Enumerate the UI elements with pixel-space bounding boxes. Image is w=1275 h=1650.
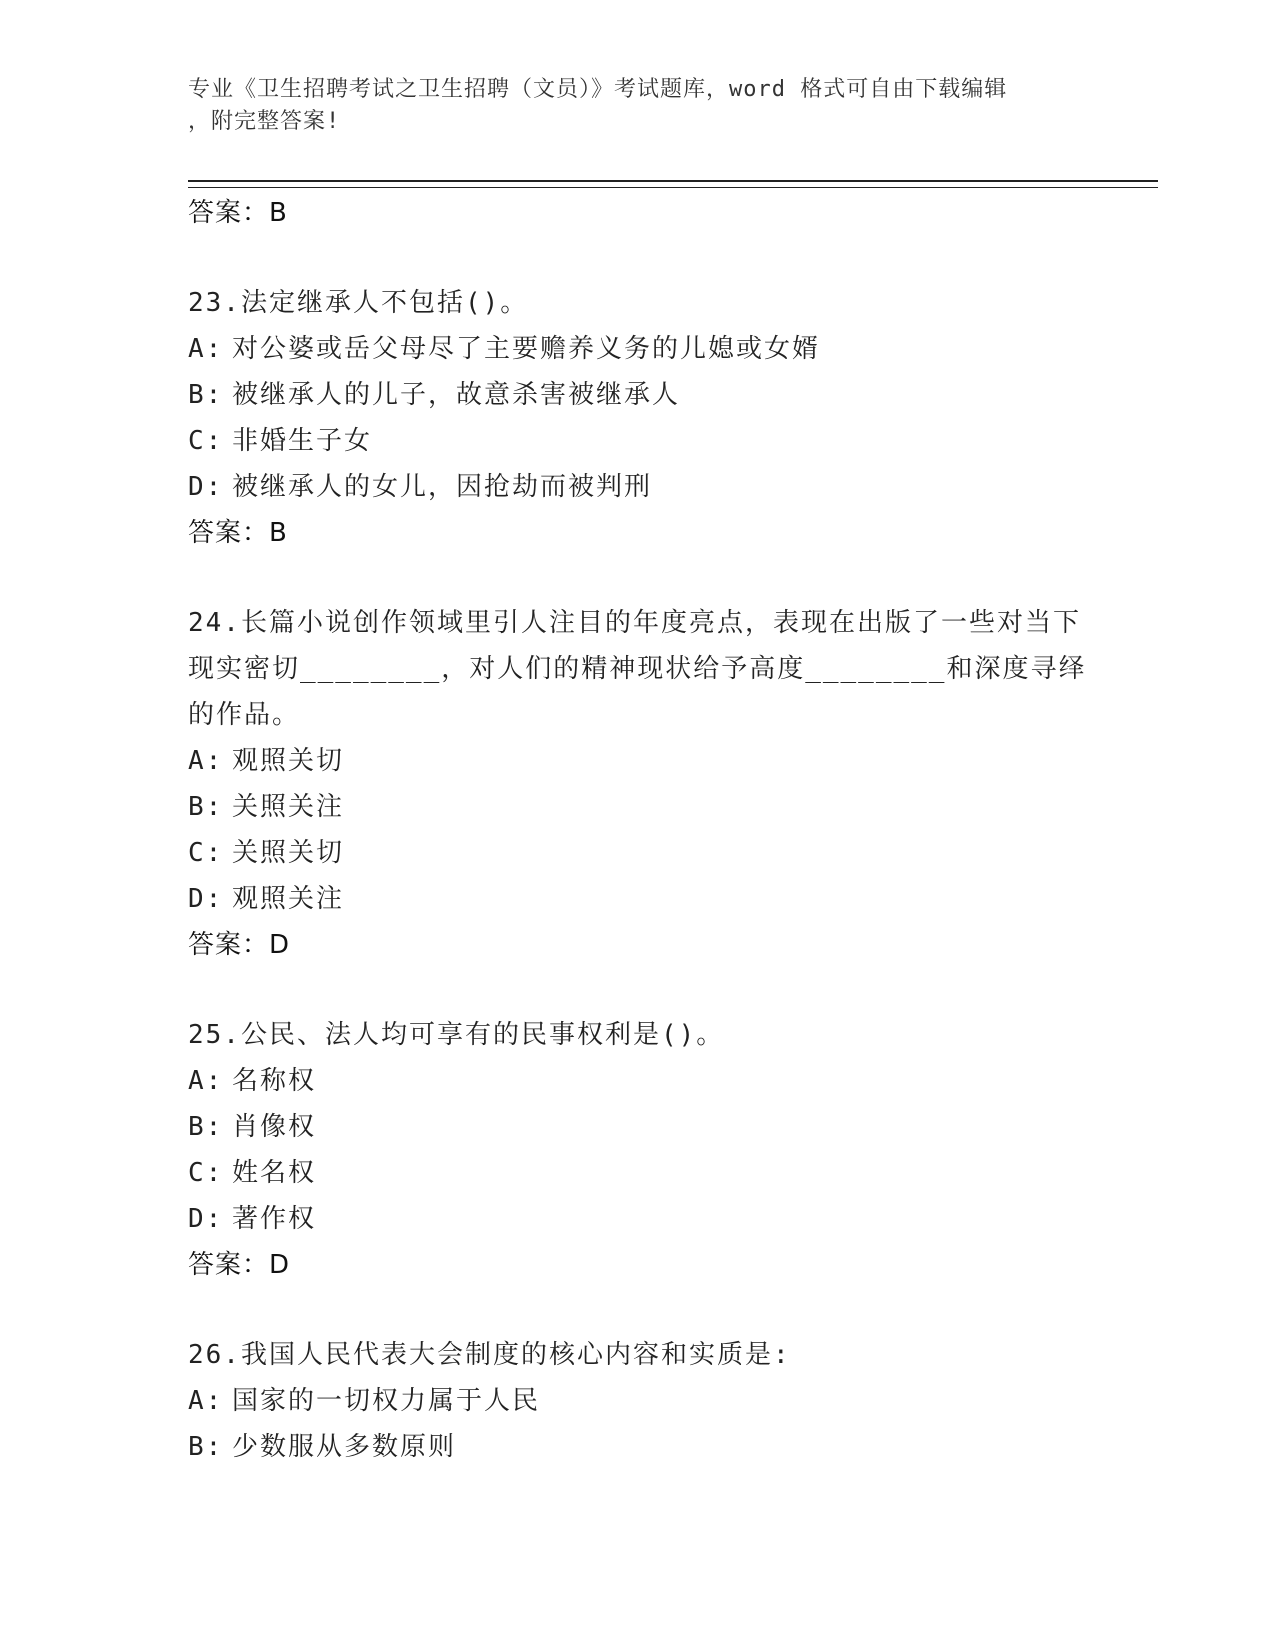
question-list xyxy=(188,190,1088,1470)
option-label: B: xyxy=(188,1432,224,1462)
option-label: D: xyxy=(188,1204,224,1234)
option-b xyxy=(188,1424,1088,1470)
question-text xyxy=(188,1332,1088,1378)
answer-value: B xyxy=(269,518,288,548)
option-text: 被继承人的女儿，因抢劫而被判刑 xyxy=(232,472,653,502)
question-stem: 法定继承人不包括()。 xyxy=(240,288,529,318)
document-header xyxy=(188,74,1068,138)
option-label: C: xyxy=(188,838,224,868)
option-a xyxy=(188,326,1088,372)
option-text: 国家的一切权力属于人民 xyxy=(232,1386,541,1416)
question-text xyxy=(188,600,1088,738)
question-stem: 公民、法人均可享有的民事权利是()。 xyxy=(240,1020,725,1050)
answer-prefix: 答案： xyxy=(188,1250,270,1280)
option-text: 对公婆或岳父母尽了主要赡养义务的儿媳或女婿 xyxy=(232,334,821,364)
option-text: 姓名权 xyxy=(232,1158,317,1188)
option-label: B: xyxy=(188,380,224,410)
option-a xyxy=(188,1378,1088,1424)
question-block xyxy=(188,280,1088,556)
answer-line xyxy=(188,190,1088,236)
option-d xyxy=(188,464,1088,510)
question-text xyxy=(188,280,1088,326)
option-c xyxy=(188,1150,1088,1196)
answer-line xyxy=(188,510,1088,556)
option-text: 少数服从多数原则 xyxy=(232,1432,457,1462)
header-line-1: 专业《卫生招聘考试之卫生招聘（文员）》考试题库，word 格式可自由下载编辑 xyxy=(188,77,1008,102)
option-label: D: xyxy=(188,472,224,502)
option-a xyxy=(188,1058,1088,1104)
answer-line xyxy=(188,1242,1088,1288)
answer-value: D xyxy=(269,930,291,960)
option-label: C: xyxy=(188,1158,224,1188)
answer-prefix: 答案： xyxy=(188,198,270,228)
option-c xyxy=(188,830,1088,876)
answer-value: D xyxy=(269,1250,291,1280)
question-stem: 我国人民代表大会制度的核心内容和实质是: xyxy=(240,1340,791,1370)
option-b xyxy=(188,784,1088,830)
answer-prefix: 答案： xyxy=(188,930,270,960)
answer-value: B xyxy=(269,198,288,228)
option-text: 非婚生子女 xyxy=(232,426,373,456)
question-number: 25. xyxy=(188,1020,241,1050)
option-text: 观照关切 xyxy=(232,746,345,776)
option-label: B: xyxy=(188,1112,224,1142)
question-number: 26. xyxy=(188,1340,241,1370)
option-label: B: xyxy=(188,792,224,822)
option-label: A: xyxy=(188,1066,224,1096)
option-text: 名称权 xyxy=(232,1066,317,1096)
option-c xyxy=(188,418,1088,464)
header-divider xyxy=(188,180,1158,188)
option-label: A: xyxy=(188,334,224,364)
header-line-2: ，附完整答案! xyxy=(188,109,341,134)
question-stem: 长篇小说创作领域里引人注目的年度亮点，表现在出版了一些对当下现实密切________，对人们的精神现状给予高度________和深度寻绎的作品。 xyxy=(188,608,1087,730)
option-text: 观照关注 xyxy=(232,884,345,914)
option-a xyxy=(188,738,1088,784)
option-d xyxy=(188,1196,1088,1242)
option-d xyxy=(188,876,1088,922)
option-text: 关照关切 xyxy=(232,838,345,868)
option-text: 著作权 xyxy=(232,1204,317,1234)
question-number: 23. xyxy=(188,288,241,318)
option-b xyxy=(188,1104,1088,1150)
question-number: 24. xyxy=(188,608,241,638)
option-text: 被继承人的儿子，故意杀害被继承人 xyxy=(232,380,681,410)
answer-line xyxy=(188,922,1088,968)
option-text: 关照关注 xyxy=(232,792,345,822)
option-label: A: xyxy=(188,1386,224,1416)
question-block xyxy=(188,1332,1088,1470)
option-label: D: xyxy=(188,884,224,914)
question-block xyxy=(188,600,1088,968)
question-block xyxy=(188,1012,1088,1288)
option-text: 肖像权 xyxy=(232,1112,317,1142)
option-label: A: xyxy=(188,746,224,776)
question-text xyxy=(188,1012,1088,1058)
option-label: C: xyxy=(188,426,224,456)
option-b xyxy=(188,372,1088,418)
answer-prefix: 答案： xyxy=(188,518,270,548)
